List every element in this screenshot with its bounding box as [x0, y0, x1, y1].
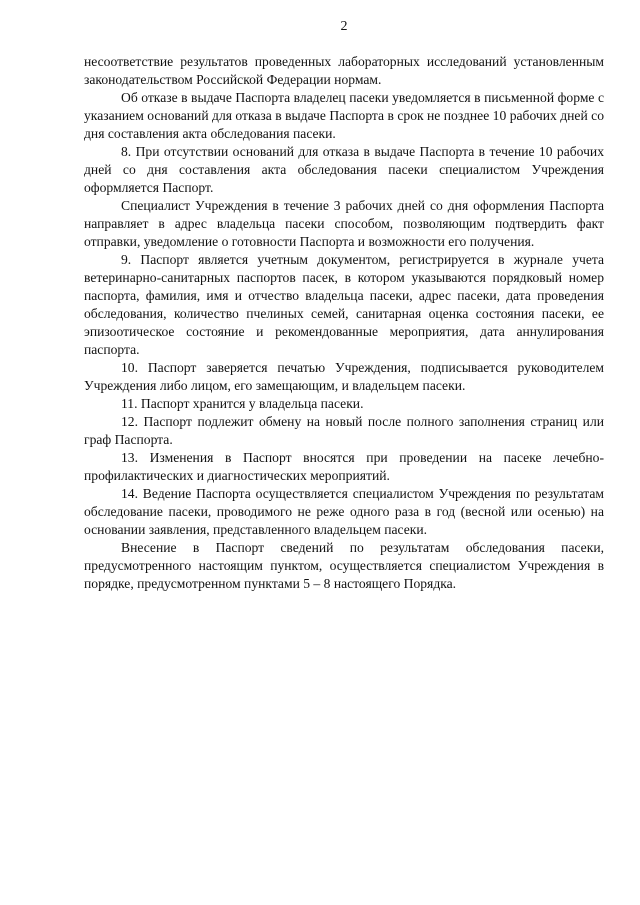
paragraph-refusal-notice: Об отказе в выдаче Паспорта владелец пасеки уведомляется в письменной форме с указанием оснований для отказа в выдаче Паспорта в срок не позднее 10 рабочих дней со дня составления акта обследования пасеки.	[84, 90, 604, 141]
paragraph-item-10: 10. Паспорт заверяется печатью Учреждения, подписывается руководителем Учреждения либо лицом, его замещающим, и владельцем пасеки.	[84, 360, 604, 393]
paragraph-specialist-notice: Специалист Учреждения в течение 3 рабочих дней со дня оформления Паспорта направляет в адрес владельца пасеки способом, позволяющим подтвердить факт отправки, уведомление о готовности Паспорта и возможности его получения.	[84, 198, 604, 249]
document-page	[84, 18, 604, 593]
paragraph-continuation: несоответствие результатов проведенных лабораторных исследований установленным законодательством Российской Федерации нормам.	[84, 54, 604, 87]
paragraph-item-9: 9. Паспорт является учетным документом, регистрируется в журнале учета ветеринарно-санитарных паспортов пасек, в котором указываются порядковый номер паспорта, фамилия, имя и отчество владельца пасеки, адрес пасеки, дата проведения обследования, количество пчелиных семей, санитарная оценка состояния пасеки, ее эпизоотическое состояние и рекомендованные мероприятия, дата аннулирования паспорта.	[84, 252, 604, 357]
paragraph-item-11: 11. Паспорт хранится у владельца пасеки.	[121, 396, 364, 411]
paragraph-item-8: 8. При отсутствии оснований для отказа в выдаче Паспорта в течение 10 рабочих дней со дня составления акта обследования пасеки специалистом Учреждения оформляется Паспорт.	[84, 144, 604, 195]
paragraph-item-14: 14. Ведение Паспорта осуществляется специалистом Учреждения по результатам обследование пасеки, проводимого не реже одного раза в год (весной или осенью) на основании заявления, представленного владельцем пасеки.	[84, 486, 604, 537]
page-number: 2	[340, 19, 348, 34]
paragraph-item-13: 13. Изменения в Паспорт вносятся при проведении на пасеке лечебно-профилактических и диагностических мероприятий.	[84, 450, 604, 483]
paragraph-final: Внесение в Паспорт сведений по результатам обследования пасеки, предусмотренного настоящим пунктом, осуществляется специалистом Учреждения в порядке, предусмотренном пунктами 5 – 8 настоящего Порядка.	[84, 540, 604, 591]
paragraph-item-12: 12. Паспорт подлежит обмену на новый после полного заполнения страниц или граф Паспорта.	[84, 414, 604, 447]
